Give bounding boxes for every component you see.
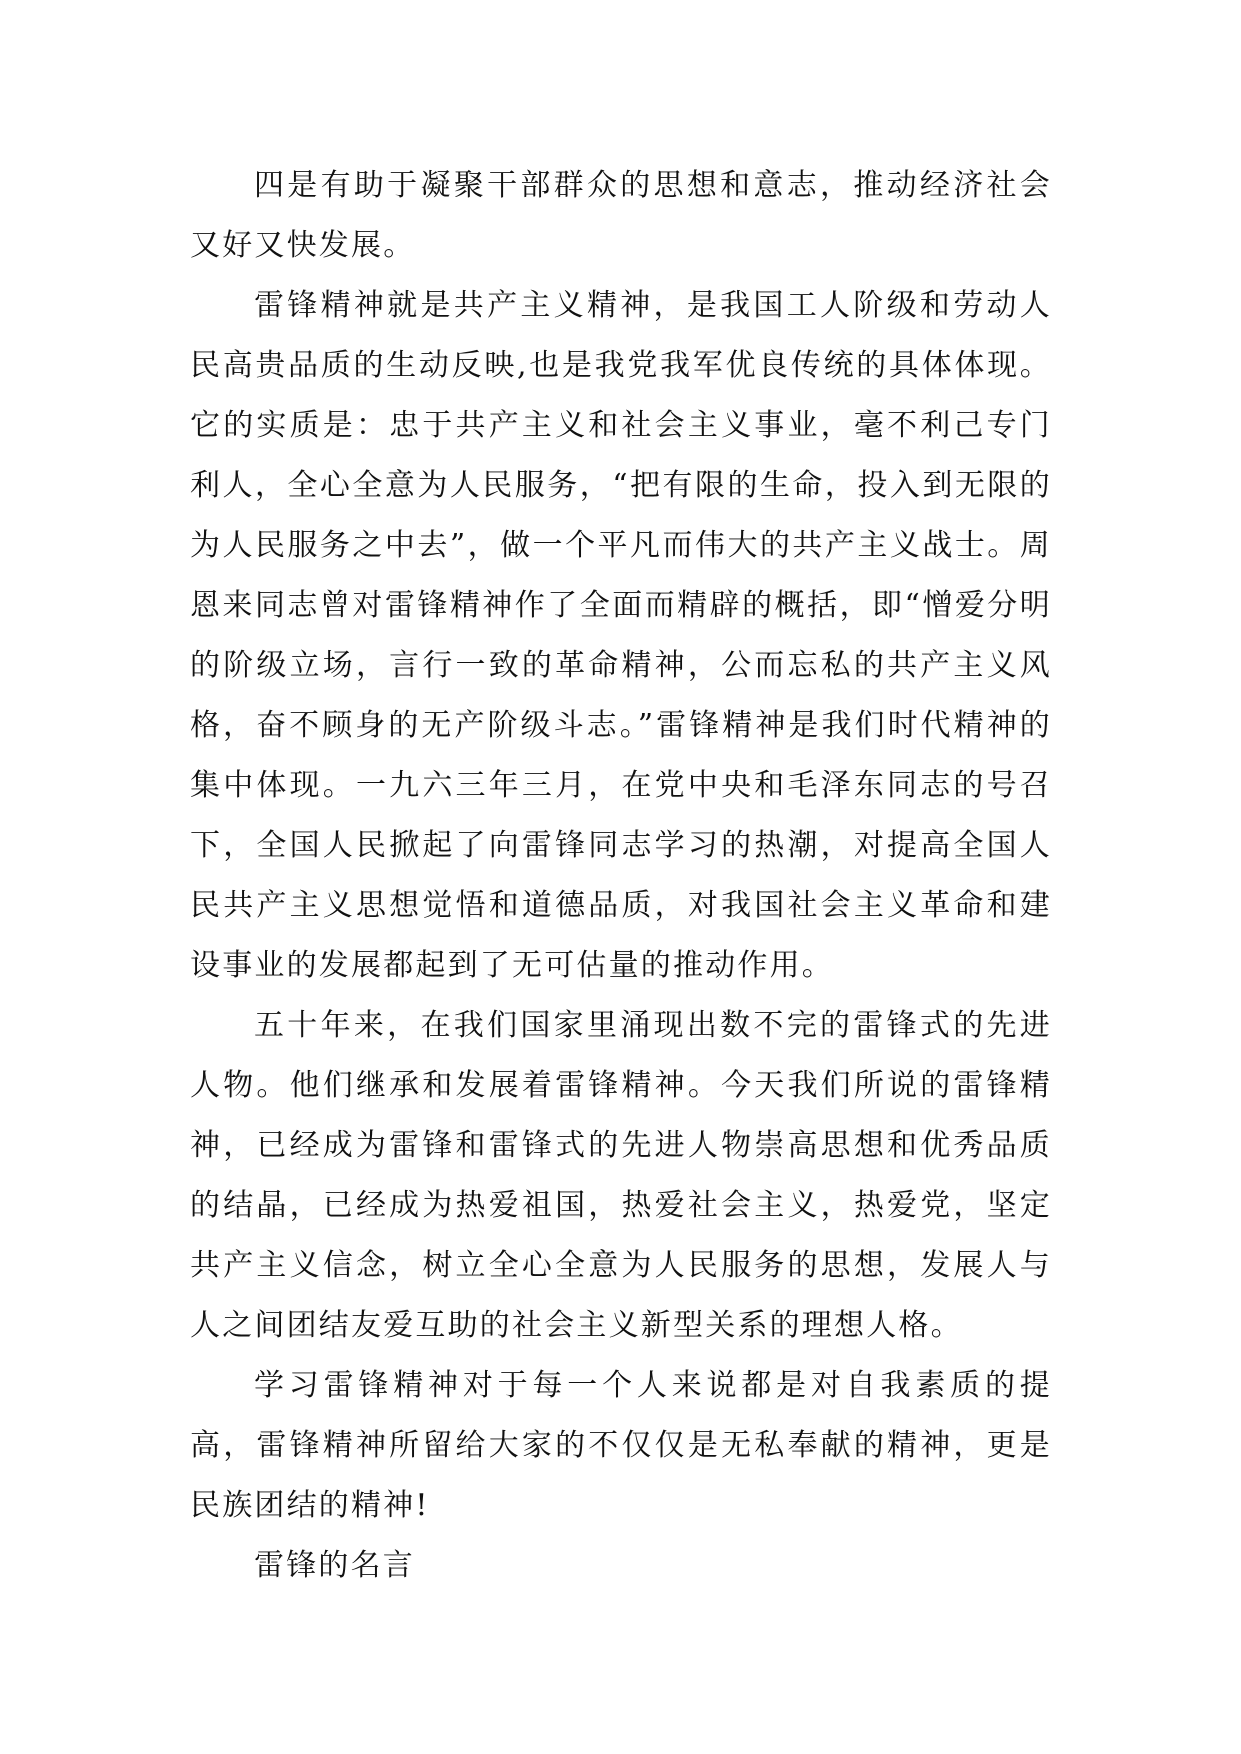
- document-body: [190, 156, 1052, 1596]
- paragraph-4: 学习雷锋精神对于每一个人来说都是对自我素质的提高，雷锋精神所留给大家的不仅仅是无私奉献的精神，更是民族团结的精神!: [190, 1368, 1052, 1523]
- section-heading: 雷锋的名言: [254, 1548, 415, 1583]
- paragraph-3: 五十年来，在我们国家里涌现出数不完的雷锋式的先进人物。他们继承和发展着雷锋精神。今天我们所说的雷锋精神，已经成为雷锋和雷锋式的先进人物崇高思想和优秀品质的结晶，已经成为热爱祖国，热爱社会主义，热爱党，坚定共产主义信念，树立全心全意为人民服务的思想，发展人与人之间团结友爱互助的社会主义新型关系的理想人格。: [190, 1008, 1052, 1343]
- paragraph-2: 雷锋精神就是共产主义精神，是我国工人阶级和劳动人民高贵品质的生动反映,也是我党我军优良传统的具体体现。它的实质是：忠于共产主义和社会主义事业，毫不利己专门利人，全心全意为人民服务，“把有限的生命，投入到无限的为人民服务之中去”，做一个平凡而伟大的共产主义战士。周恩来同志曾对雷锋精神作了全面而精辟的概括，即“憎爱分明的阶级立场，言行一致的革命精神，公而忘私的共产主义风格，奋不顾身的无产阶级斗志。”雷锋精神是我们时代精神的集中体现。一九六三年三月，在党中央和毛泽东同志的号召下，全国人民掀起了向雷锋同志学习的热潮，对提高全国人民共产主义思想觉悟和道德品质，对我国社会主义革命和建设事业的发展都起到了无可估量的推动作用。: [190, 288, 1052, 983]
- paragraph-1: 四是有助于凝聚干部群众的思想和意志，推动经济社会又好又快发展。: [190, 168, 1052, 263]
